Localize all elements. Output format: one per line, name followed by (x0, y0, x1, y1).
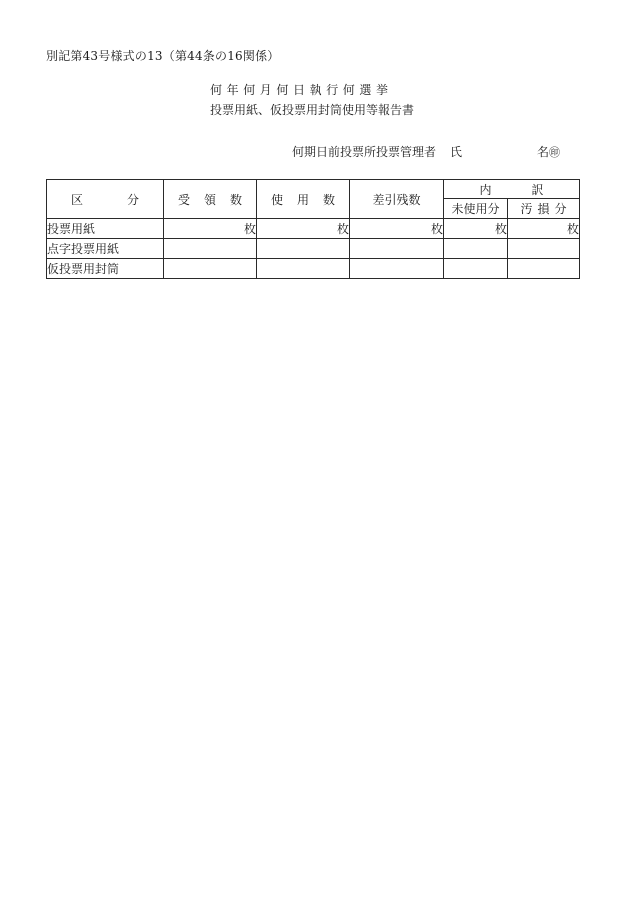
unused-cell[interactable] (444, 239, 508, 259)
header-used-label: 使用数 (270, 192, 349, 207)
manager-line (292, 143, 462, 160)
used-cell[interactable] (257, 259, 350, 279)
header-remaining-label: 差引残数 (372, 192, 421, 207)
header-received-label: 受領数 (177, 192, 256, 207)
seal-mark: ㊞ (549, 146, 561, 159)
header-category-label: 区分 (70, 192, 183, 207)
damaged-cell[interactable] (508, 239, 580, 259)
surname-label: 氏 (450, 145, 463, 159)
row-label: 仮投票用封筒 (47, 259, 164, 279)
remaining-cell[interactable] (350, 259, 444, 279)
header-used (257, 180, 350, 219)
name-label: 名 (537, 145, 550, 159)
row-label: 投票用紙 (47, 219, 164, 239)
form-number: 別記第43号様式の13（第44条の16関係） (46, 49, 280, 63)
header-category (47, 180, 183, 219)
row-label: 点字投票用紙 (47, 239, 164, 259)
header-breakdown (444, 180, 584, 199)
table-row (47, 219, 580, 239)
name-field (537, 143, 560, 160)
received-cell[interactable] (164, 259, 257, 279)
election-title: 何年何月何日執行何選挙 (210, 83, 393, 97)
header-remaining (350, 180, 444, 219)
header-unused (444, 199, 508, 219)
header-unused-label: 未使用分 (451, 202, 500, 216)
damaged-cell[interactable] (508, 259, 580, 279)
usage-report-table (46, 179, 584, 279)
manager-label: 何期日前投票所投票管理者 (292, 145, 437, 159)
used-cell[interactable]: 枚 (257, 219, 350, 239)
received-cell[interactable]: 枚 (164, 219, 257, 239)
remaining-cell[interactable]: 枚 (350, 219, 444, 239)
received-cell[interactable] (164, 239, 257, 259)
header-damaged (508, 199, 580, 219)
header-received (164, 180, 257, 219)
header-row-top (47, 180, 580, 199)
table-row (47, 239, 580, 259)
unused-cell[interactable] (444, 259, 508, 279)
used-cell[interactable] (257, 239, 350, 259)
remaining-cell[interactable] (350, 239, 444, 259)
unused-cell[interactable]: 枚 (444, 219, 508, 239)
report-title: 投票用紙、仮投票用封筒使用等報告書 (210, 103, 415, 117)
table-row (47, 259, 580, 279)
header-breakdown-label: 内訳 (479, 182, 584, 197)
damaged-cell[interactable]: 枚 (508, 219, 580, 239)
header-damaged-label: 汚損分 (520, 202, 572, 216)
